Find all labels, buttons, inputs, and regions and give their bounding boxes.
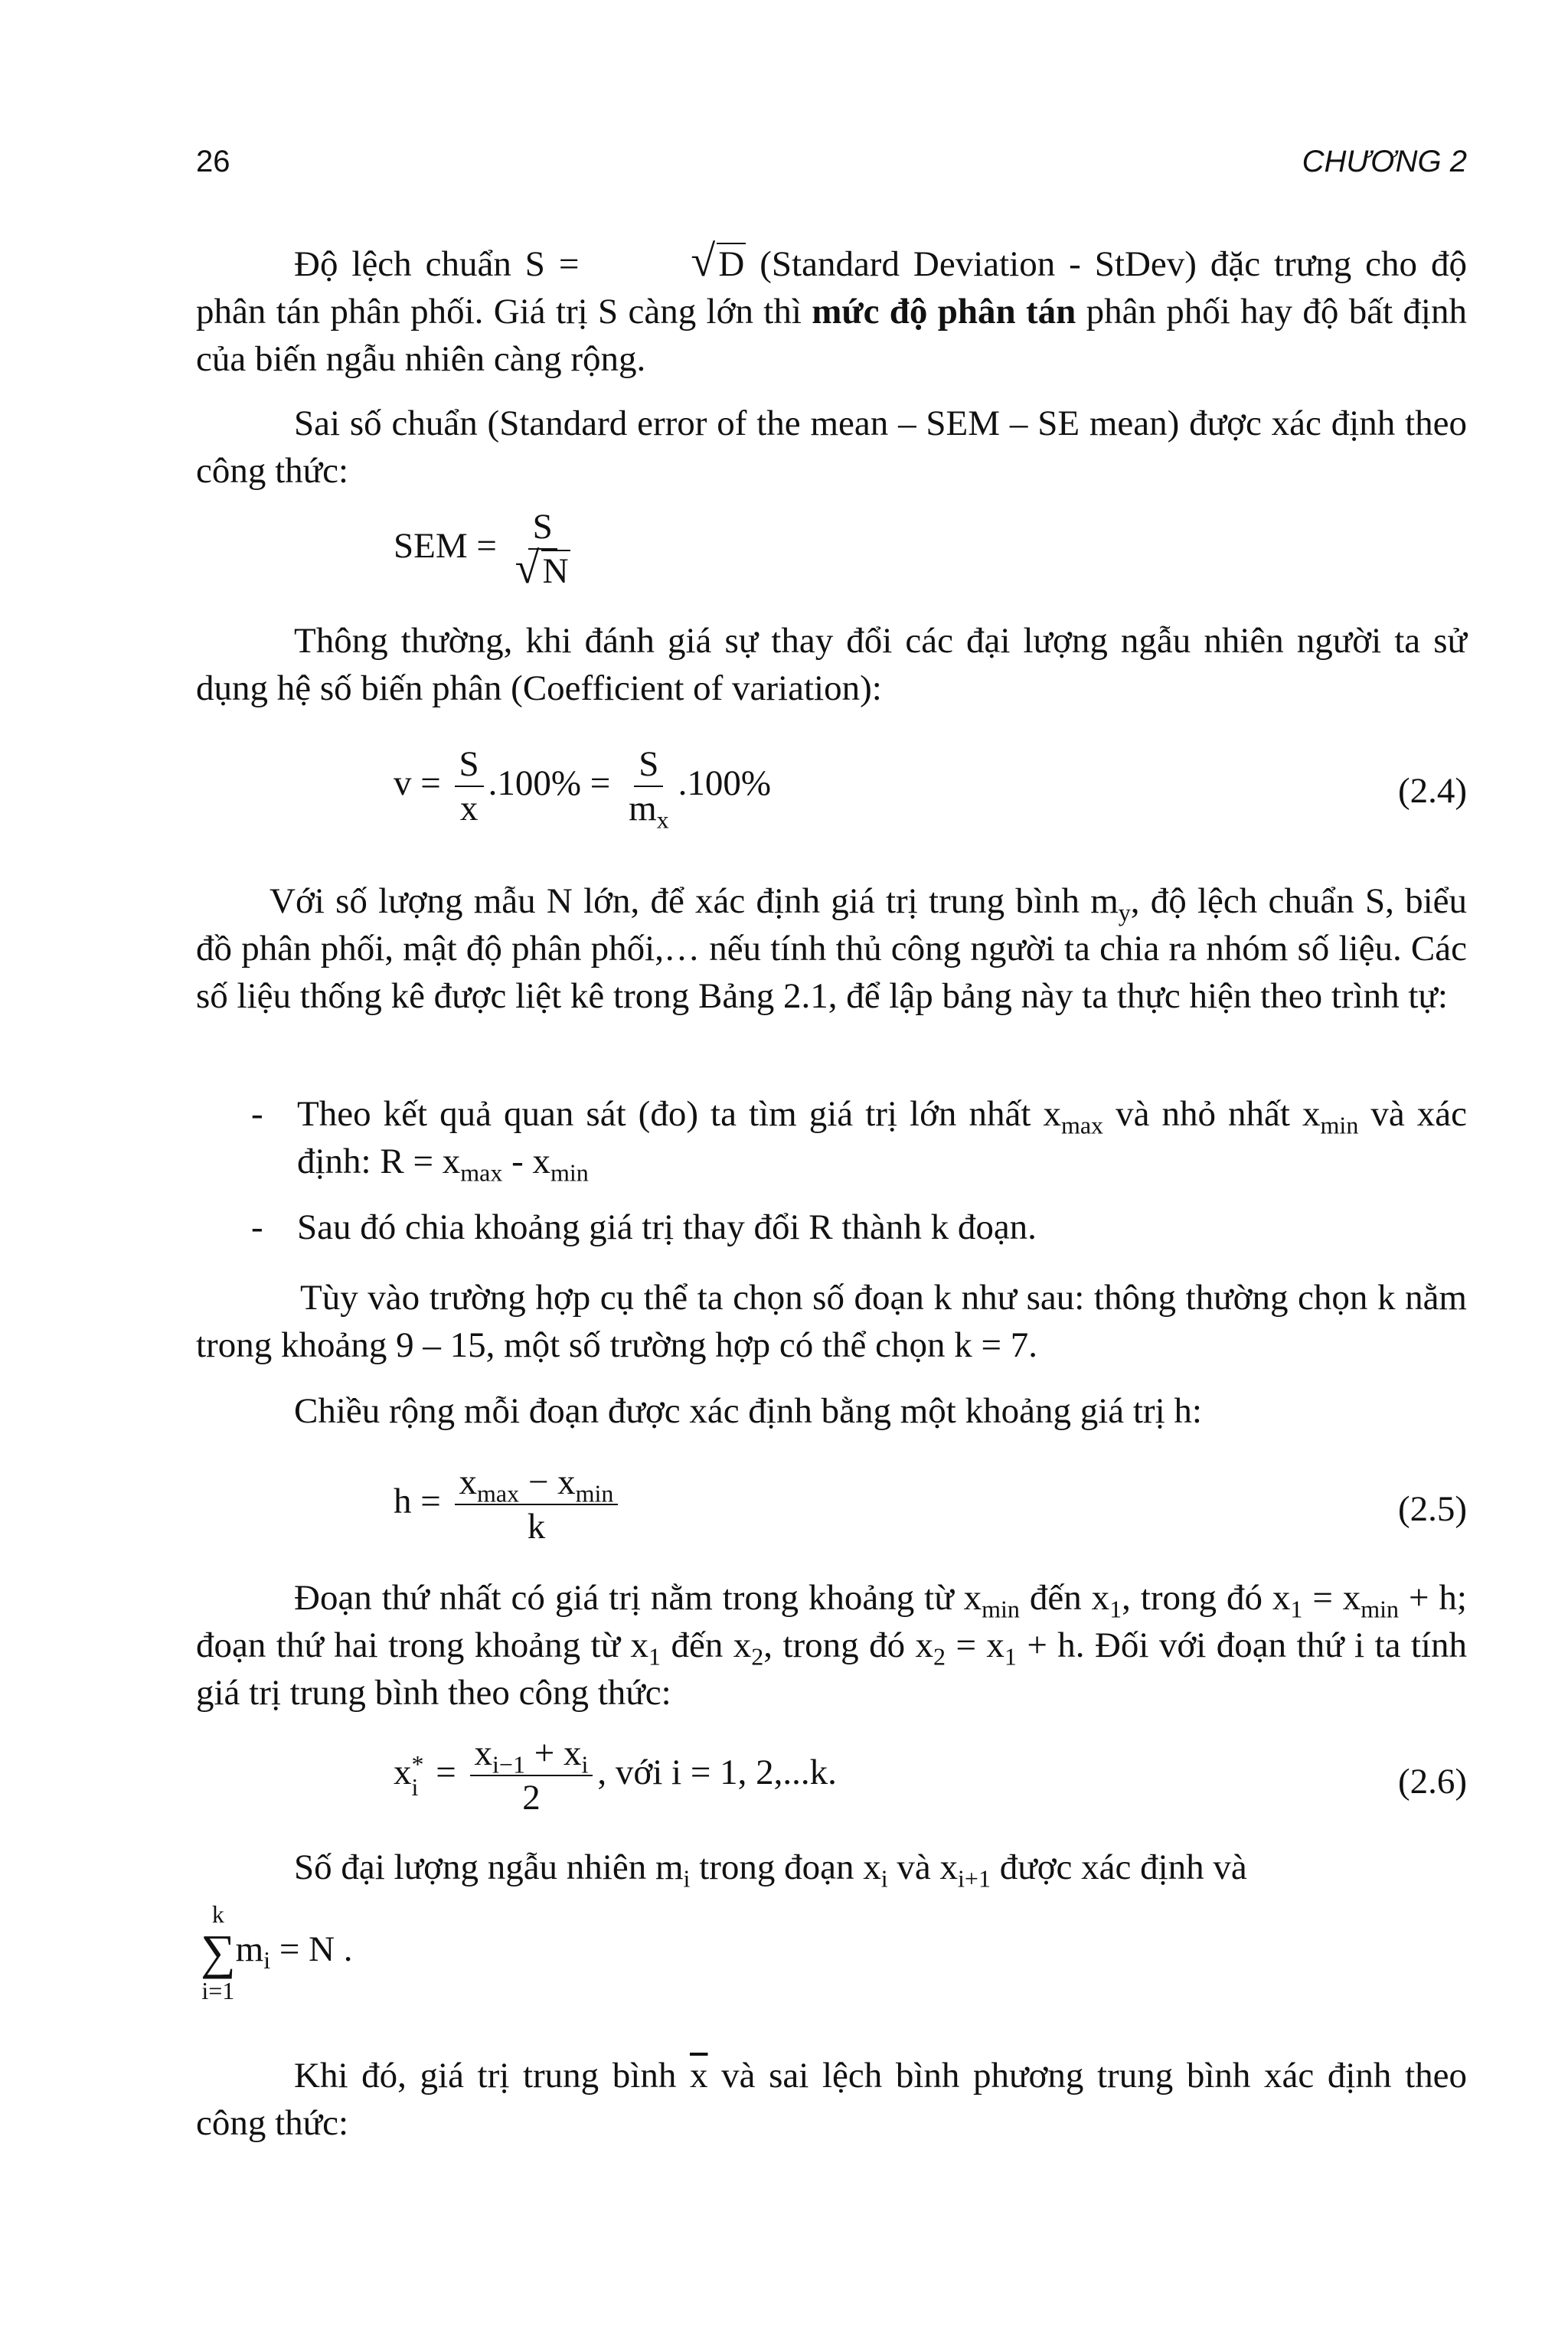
equation-label-2-5: (2.5)	[1397, 1489, 1467, 1529]
paragraph-coefficient: Thông thường, khi đánh giá sự thay đổi các đại lượng ngẫu nhiên người ta sử dụng hệ số biến phân (Coefficient of variation):	[196, 621, 1467, 708]
list-item-2: - Sau đó chia khoảng giá trị thay đổi R thành k đoạn.	[251, 1207, 1037, 1247]
paragraph-grouping: Với số lượng mẫu N lớn, để xác định giá trị trung bình $m_y$, độ lệch chuẩn S, biểu đồ phân phối, mật độ phân phối,… nếu tính thủ công người ta chia ra nhóm số liệu. Các số liệu thống kê được liệt kê trong Bảng 2.1, để lập bảng này ta thực hiện theo trình tự:	[196, 881, 1467, 1016]
sum-equation: k ∑ i=1 $m_i = N$ .	[201, 1900, 353, 2004]
equation-label-2-6: (2.6)	[1397, 1762, 1467, 1802]
equation-2-6: x * i = $\frac{x_{i-1} + x_i}{2}$ , với i = 1, 2,...k.	[394, 1733, 837, 1818]
equation-2-4: v = $\frac{S}{x}$ .100% = $\frac{S}{m_x}$ .100%	[394, 744, 772, 834]
x-bar: $\overline{x}$	[689, 2056, 708, 2096]
paragraph-random-count: Số đại lượng ngẫu nhiên $m_i$ trong đoạn $x_i$ và $x_{i+1}$ được xác định và	[294, 1847, 1247, 1893]
paragraph-width-h: Chiều rộng mỗi đoạn được xác định bằng một khoảng giá trị h:	[294, 1391, 1202, 1431]
paragraph-mean: Khi đó, giá trị trung bình $\overline{x}$ và sai lệch bình phương trung bình xác định theo công thức:	[196, 2056, 1467, 2143]
paragraph-std-deviation: Độ lệch chuẩn S = √ D (Standard Deviation - StDev) đặc trưng cho độ phân tán phân phối. Giá trị S càng lớn thì mức độ phân tán phân phối hay độ bất định của biến ngẫu nhiên càng rộng.	[196, 236, 1467, 379]
paragraph-choose-k: Tùy vào trường hợp cụ thể ta chọn số đoạn k như sau: thông thường chọn k nằm trong khoảng 9 – 15, một số trường hợp có thể chọn k = 7.	[196, 1278, 1467, 1365]
list-item-1: - Theo kết quả quan sát (đo) ta tìm giá trị lớn nhất $x_{max}$ và nhỏ nhất $x_{min}$ và xác định: $R = x_{max} - x_{min}$	[251, 1094, 1467, 1187]
equation-label-2-4: (2.4)	[1397, 771, 1467, 811]
page-number: 26	[196, 145, 230, 178]
paragraph-sem: Sai số chuẩn (Standard error of the mean – SEM – SE mean) được xác định theo công thức:	[196, 403, 1467, 491]
equation-2-5: h = $\frac{x_{max} - x_{min}}{k}$	[394, 1461, 622, 1548]
chapter-title: CHƯƠNG 2	[1302, 145, 1467, 178]
sqrt-d: √ D	[691, 236, 745, 286]
sem-equation: SEM = S √ N	[394, 507, 569, 593]
paragraph-segments: Đoạn thứ nhất có giá trị nằm trong khoảng từ $x_{min}$ đến $x_1$, trong đó $x_1 = x_{min} + h$; đoạn thứ hai trong khoảng từ $x_1$ đến $x_2$, trong đó $x_2 = x_1 + h$. Đối với đoạn thứ i ta tính giá trị trung bình theo công thức:	[196, 1578, 1467, 1713]
